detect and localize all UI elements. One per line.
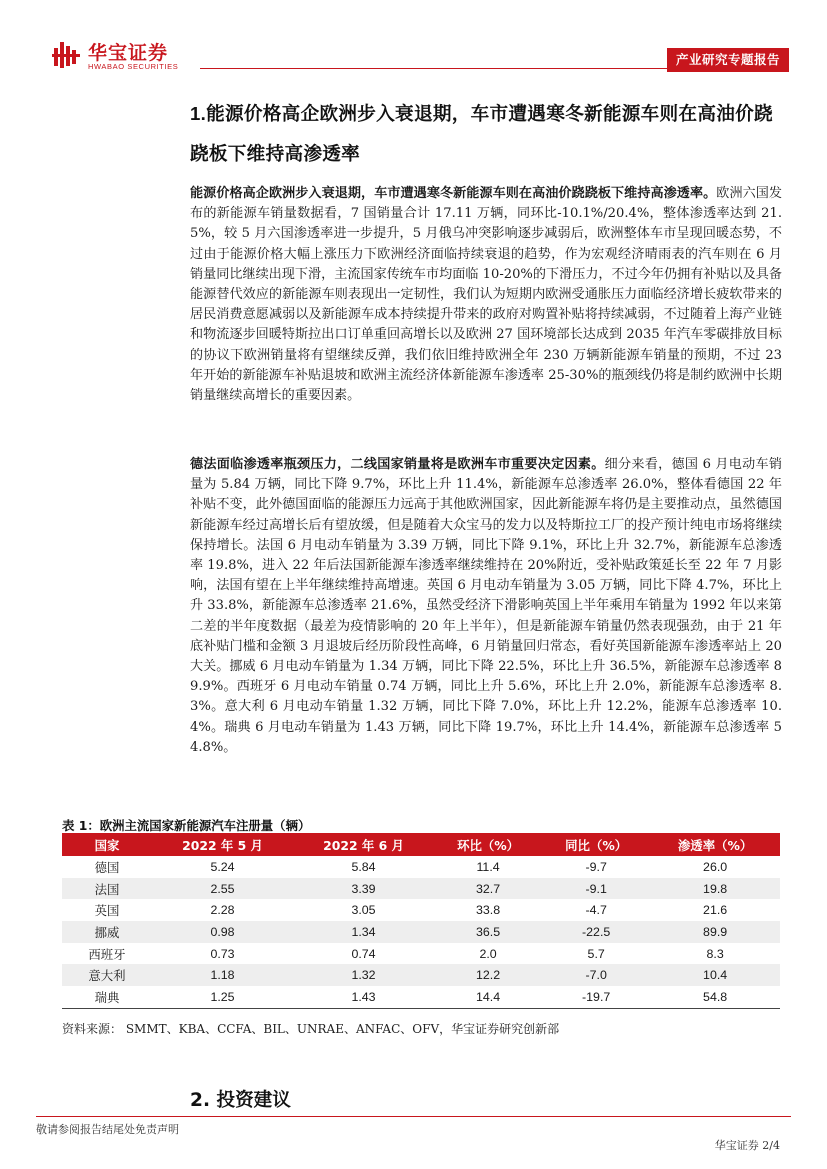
table-cell: 8.3 [706,946,724,961]
table-header-cell: 渗透率（%） [650,833,780,856]
logo-english-text: HWABAO SECURITIES [88,62,179,71]
section-1-number: 1. [190,103,207,124]
table-source-note: 资料来源： SMMT、KBA、CCFA、BIL、UNRAE、ANFAC、OFV，华宝证券研究创新部 [62,1022,560,1036]
hwabao-logo-icon [52,40,82,70]
table-cell: 32.7 [434,878,542,900]
table-cell: 0.98 [152,921,293,943]
logo-text: 华宝证券 [88,42,169,64]
paragraph-2-body: 细分来看，德国 6 月电动车销量为 5.84 万辆，同比下降 9.7%，环比上升 11.4%，新能源车总渗透率 26.0%，整体看德国 22 年补贴不变，此外德国面临的能源压力远高于其他欧洲国家，因此新能源车将仍是主要推动点，虽然德国新能源车经过高增长后有望放缓，但是随着大众宝马的发力以及特斯拉工厂的投产预计纯电市场将继续保持增长。法国 6 月电动车销量为 3.39 万辆，同比下降 9.1%，环比上升 32.7%，新能源车总渗透率 19.8%，进入 22 年后法国新能源车渗透率继续维持在 20%附近，受补贴政策延长至 22 年 7 月影响，法国有望在上半年继续维持高增速。英国 6 月电动车销量为 3.05 万辆，同比下降 4.7%，环比上升 33.8%，新能源车总渗透率 21.6%，虽然受经济下滑影响英国上半年乘用车销量为 1992 年以来第二差的半年度数据（最差为疫情影响的 20 年上半年），但是新能源车销量仍然表现强劲，由于 21 年底补贴门槛和金额 3 月退坡后经历阶段性高峰，6 月销量回归常态，看好英国新能源车渗透率站上 20 大关。挪威 6 月电动车销量为 1.34 万辆，同比下降 22.5%，环比上升 36.5%，新能源车总渗透率 89.9%。西班牙 6 月电动车销量 0.74 万辆，同比上升 5.6%，环比上升 2.0%，新能源车总渗透率 8.3%。意大利 6 月电动车销量 1.32 万辆，同比下降 7.0%，环比上升 12.2%，能源车总渗透率 10.4%。瑞典 6 月电动车销量为 1.43 万辆，同比下降 19.7%，环比上升 14.4%，新能源车总渗透率 54.8%。 [190,457,783,755]
table-cell: 14.4 [434,986,542,1008]
table-cell: 瑞典 [62,986,152,1008]
table-header-cell: 同比（%） [542,833,650,856]
footer-disclaimer: 敬请参阅报告结尾处免责声明 [36,1123,179,1136]
table-cell: 2.28 [210,903,235,918]
table-row [62,943,780,965]
table-cell: 5.7 [587,946,605,961]
table-cell: -9.1 [542,878,650,900]
table-row [62,986,780,1008]
table-cell: 英国 [94,903,120,919]
table-cell: 1.32 [293,964,434,986]
paragraph-2 [190,455,782,758]
paragraph-1-body: 欧洲六国发布的新能源车销量数据看，7 国销量合计 17.11 万辆，同环比-10.1%/20.4%，整体渗透率达到 21.5%，较 5 月六国渗透率进一步提升，5 月俄乌冲突影响逐步减弱后，欧洲整体车市呈现回暖态势，不过由于能源价格大幅上涨压力下欧洲经济面临持续衰退的趋势，作为宏观经济晴雨表的汽车则在 6 月销量同比继续出现下滑，主流国家传统车市均面临 10-20%的下滑压力，不过今年仍拥有补贴以及具备能源替代效应的新能源车则表现出一定韧性，我们认为短期内欧洲受通胀压力面临经济增长疲软带来的居民消费意愿减弱以及新能源车成本持续提升带来的政府对购置补贴将持续减弱，不过随着上海产业链和物流逐步回暖特斯拉出口订单重回高增长以及欧洲 27 国环境部长达成到 2035 年汽车零碳排放目标的协议下欧洲销量将有望继续反弹，我们依旧维持欧洲全年 230 万辆新能源车销量的预期，不过 23 年开始的新能源车补贴退坡和欧洲主流经济体新能源车渗透率 25-30%的瓶颈线仍将是制约欧洲中长期销量继续高增长的重要因素。 [190,186,783,404]
company-logo [52,38,202,72]
table-cell: 10.4 [650,964,780,986]
table-header-cell: 2022 年 5 月 [152,833,293,856]
table-cell: 5.24 [210,859,235,874]
paragraph-2-lead: 德法面临渗透率瓶颈压力，二线国家销量将是欧洲车市重要决定因素。 [190,457,605,472]
footer-divider [36,1116,791,1117]
table-caption: 表 1：欧洲主流国家新能源汽车注册量（辆） [62,818,311,833]
table-cell: 1.18 [152,964,293,986]
table-cell: -19.7 [542,986,650,1008]
table-header-cell: 2022 年 6 月 [293,833,434,856]
table-cell: 德国 [94,859,120,875]
table-cell: 89.9 [650,921,780,943]
table-cell: 挪威 [62,921,152,943]
table-cell: -7.0 [542,964,650,986]
table-cell: 2.55 [152,878,293,900]
table-cell: 36.5 [434,921,542,943]
paragraph-1-lead: 能源价格高企欧洲步入衰退期，车市遭遇寒冬新能源车则在高油价跷跷板下维持高渗透率。 [190,186,717,201]
header-divider [200,68,667,69]
table-cell: 意大利 [62,964,152,986]
table-cell: 12.2 [434,964,542,986]
table-cell: 法国 [62,878,152,900]
section-1-heading [190,94,790,175]
table-cell: 1.25 [152,986,293,1008]
table-cell: 0.73 [210,946,235,961]
table-row [62,921,780,943]
table-header-cell: 环比（%） [434,833,542,856]
section-2-heading: 2. 投资建议 [190,1090,291,1111]
paragraph-1 [190,184,782,406]
table-header-cell: 国家 [62,833,152,856]
table-cell: 26.0 [703,859,728,874]
page-number: 华宝证券 2/4 [714,1139,780,1152]
table-cell: 3.39 [293,878,434,900]
table-cell: 21.6 [703,903,728,918]
table-cell: 33.8 [475,903,501,918]
table-cell: 西班牙 [88,946,126,962]
table-row [62,964,780,986]
table-cell: 2.0 [479,946,497,961]
report-type-badge: 产业研究专题报告 [667,48,789,72]
table-row [62,899,780,921]
table-cell: 1.34 [293,921,434,943]
registration-table [62,833,780,1009]
table-cell: -4.7 [585,903,607,918]
table-cell: -22.5 [542,921,650,943]
table-cell: 11.4 [476,859,500,874]
table-cell: 1.43 [293,986,434,1008]
section-1-title: 能源价格高企欧洲步入衰退期，车市遭遇寒冬新能源车则在高油价跷跷板下维持高渗透率 [190,104,773,165]
table-cell: 19.8 [650,878,780,900]
table-header-row [62,833,780,856]
table-row [62,856,780,878]
table-cell: 0.74 [351,946,376,961]
table-cell: 3.05 [351,903,376,918]
table-cell: 54.8 [650,986,780,1008]
table-cell: 5.84 [351,859,376,874]
table-cell: -9.7 [585,859,607,874]
table-row [62,878,780,900]
